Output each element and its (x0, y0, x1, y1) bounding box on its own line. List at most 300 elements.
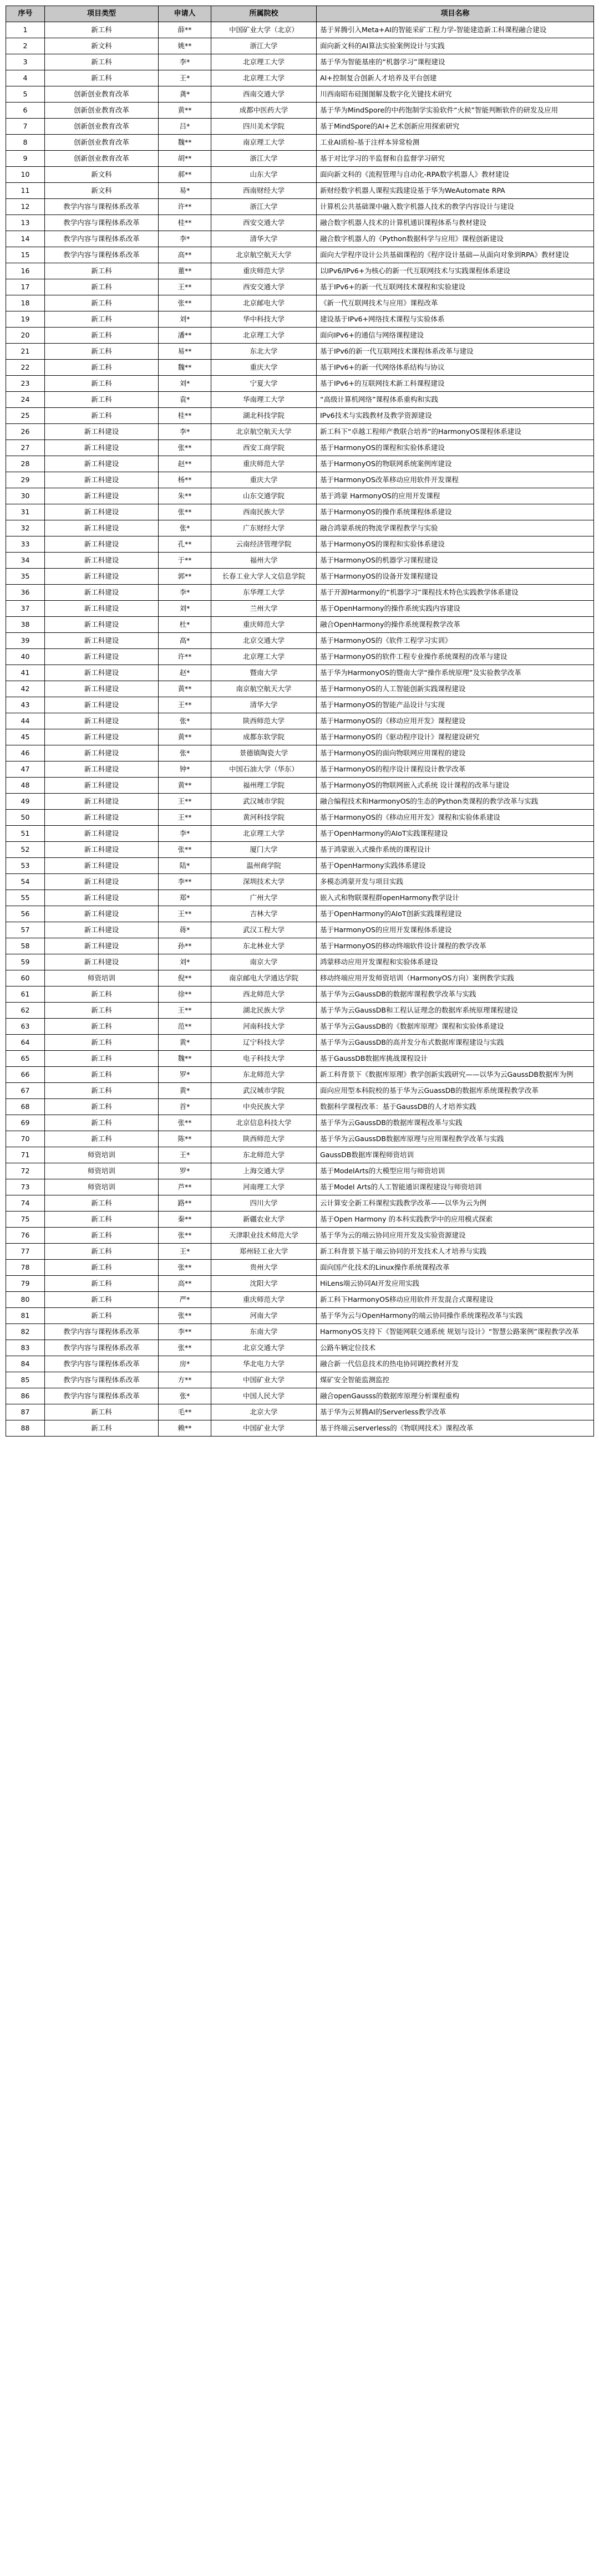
header-applicant: 申请人 (159, 6, 211, 22)
table-row (6, 22, 594, 38)
applicant-cell: 王** (159, 697, 211, 713)
serial-number-cell: 49 (6, 794, 45, 810)
applicant-cell: 桂** (159, 215, 211, 231)
table-row (6, 569, 594, 585)
institution-cell: 山东交通学院 (211, 488, 317, 504)
applicant-cell: 张** (159, 295, 211, 311)
project-type-cell: 新工科建设 (45, 601, 159, 617)
institution-cell: 四川美术学院 (211, 119, 317, 135)
serial-number-cell: 87 (6, 1404, 45, 1420)
table-row (6, 681, 594, 697)
project-name-cell: 煤矿安全智能监测监控 (317, 1372, 594, 1388)
table-row (6, 344, 594, 360)
project-type-cell: 新工科 (45, 376, 159, 392)
table-row (6, 1179, 594, 1195)
project-type-cell: 新工科 (45, 328, 159, 344)
table-row (6, 456, 594, 472)
serial-number-cell: 21 (6, 344, 45, 360)
institution-cell: 重庆师范大学 (211, 617, 317, 633)
applicant-cell: 郝** (159, 167, 211, 183)
project-name-cell: 基于HarmonyOS的物联网嵌入式系统 设计课程的改革与建设 (317, 778, 594, 794)
institution-cell: 东南大学 (211, 1324, 317, 1340)
project-type-cell: 师资培训 (45, 1179, 159, 1195)
table-row (6, 810, 594, 826)
institution-cell: 云南经济管理学院 (211, 536, 317, 553)
table-row (6, 890, 594, 906)
table-row (6, 360, 594, 376)
applicant-cell: 黄** (159, 729, 211, 745)
table-row (6, 1003, 594, 1019)
project-name-cell: 移动终端应用开发师资培训（HarmonyOS方向）案例教学实践 (317, 970, 594, 987)
project-name-cell: 基于HarmonyOS的《移动应用开发》课程和实验体系建设 (317, 810, 594, 826)
project-type-cell: 新工科建设 (45, 665, 159, 681)
table-row (6, 135, 594, 151)
institution-cell: 厦门大学 (211, 842, 317, 858)
project-name-cell: 基于华为云GaussDB的高并发分布式数据库课程建设与实践 (317, 1035, 594, 1051)
serial-number-cell: 14 (6, 231, 45, 247)
table-row (6, 1292, 594, 1308)
institution-cell: 清华大学 (211, 697, 317, 713)
applicant-cell: 李* (159, 424, 211, 440)
applicant-cell: 李* (159, 231, 211, 247)
institution-cell: 北京信息科技大学 (211, 1115, 317, 1131)
institution-cell: 西安交通大学 (211, 215, 317, 231)
serial-number-cell: 41 (6, 665, 45, 681)
serial-number-cell: 65 (6, 1051, 45, 1067)
applicant-cell: 李** (159, 874, 211, 890)
serial-number-cell: 73 (6, 1179, 45, 1195)
project-type-cell: 师资培训 (45, 970, 159, 987)
project-name-cell: 基于HarmonyOS的机器学习课程建设 (317, 553, 594, 569)
project-type-cell: 新工科建设 (45, 906, 159, 922)
project-type-cell: 教学内容与课程体系改革 (45, 247, 159, 263)
serial-number-cell: 44 (6, 713, 45, 729)
project-name-cell: 基于华为云GaussDB的数据库课程改革与实践 (317, 1115, 594, 1131)
table-row (6, 1083, 594, 1099)
institution-cell: 东华理工大学 (211, 585, 317, 601)
institution-cell: 东北大学 (211, 344, 317, 360)
institution-cell: 东北师范大学 (211, 1147, 317, 1163)
project-type-cell: 新工科 (45, 1195, 159, 1212)
applicant-cell: 张* (159, 520, 211, 536)
project-type-cell: 新工科建设 (45, 488, 159, 504)
project-name-cell: 融合openGausss的数据库原理分析课程重构 (317, 1388, 594, 1404)
project-name-cell: 融合鸿蒙系统的物流学课程教学与实验 (317, 520, 594, 536)
table-row (6, 263, 594, 279)
serial-number-cell: 78 (6, 1260, 45, 1276)
project-name-cell: 基于华为云与OpenHarmony的端云协同操作系统课程改革与实践 (317, 1308, 594, 1324)
serial-number-cell: 9 (6, 151, 45, 167)
institution-cell: 中国矿业大学 (211, 1420, 317, 1437)
institution-cell: 西安交通大学 (211, 279, 317, 295)
applicant-cell: 黄* (159, 1083, 211, 1099)
table-row (6, 649, 594, 665)
project-name-cell: AI+控制复合创新人才培养及平台创建 (317, 70, 594, 86)
project-type-cell: 新工科建设 (45, 842, 159, 858)
project-name-cell: 基于Model Arts的人工智能通识课程建设与师资培训 (317, 1179, 594, 1195)
table-row (6, 167, 594, 183)
project-type-cell: 教学内容与课程体系改革 (45, 1340, 159, 1356)
applicant-cell: 薛** (159, 22, 211, 38)
institution-cell: 成都中医药大学 (211, 103, 317, 119)
serial-number-cell: 1 (6, 22, 45, 38)
institution-cell: 北京航空航天大学 (211, 424, 317, 440)
project-name-cell: 基于HarmonyOS改革移动应用软件开发课程 (317, 472, 594, 488)
serial-number-cell: 82 (6, 1324, 45, 1340)
table-row (6, 1115, 594, 1131)
project-type-cell: 新工科建设 (45, 536, 159, 553)
project-name-cell: 融合新一代信息技术的热电协同调控教材开发 (317, 1356, 594, 1372)
project-type-cell: 新工科 (45, 279, 159, 295)
project-type-cell: 新工科 (45, 1228, 159, 1244)
applicant-cell: 李* (159, 826, 211, 842)
project-name-cell: 基于华为云昇腾AI的Serverless教学改革 (317, 1404, 594, 1420)
institution-cell: 东北师范大学 (211, 1067, 317, 1083)
table-row (6, 408, 594, 424)
project-type-cell: 新工科建设 (45, 440, 159, 456)
project-name-cell: 基于IPv6+的互联网技术新工科课程建设 (317, 376, 594, 392)
project-type-cell: 新文科 (45, 183, 159, 199)
project-name-cell: HarmonyOS支持下《智能网联交通系统 规划与设计》“智慧公路案例”课程教学改革 (317, 1324, 594, 1340)
applicant-cell: 毛** (159, 1404, 211, 1420)
project-type-cell: 新工科 (45, 1115, 159, 1131)
serial-number-cell: 6 (6, 103, 45, 119)
project-name-cell: 基于HarmonyOS的软件工程专业操作系统课程的改革与建设 (317, 649, 594, 665)
table-row (6, 392, 594, 408)
serial-number-cell: 48 (6, 778, 45, 794)
project-name-cell: 融合编程技术和HarmonyOS的生态的Python类课程的教学改革与实践 (317, 794, 594, 810)
project-type-cell: 新工科 (45, 1308, 159, 1324)
table-row (6, 1372, 594, 1388)
project-name-cell: 基于终端云serverless的《物联网技术》课程改革 (317, 1420, 594, 1437)
serial-number-cell: 81 (6, 1308, 45, 1324)
project-name-cell: 云计算安全新工科课程实践教学改革——以华为云为例 (317, 1195, 594, 1212)
project-name-cell: 基于HarmonyOS的智能产品设计与实现 (317, 697, 594, 713)
project-name-cell: 基于Open Harmony 的本科实践教学中的应用模式探索 (317, 1212, 594, 1228)
project-name-cell: 基于HarmonyOS的程序设计课程设计教学改革 (317, 761, 594, 778)
serial-number-cell: 18 (6, 295, 45, 311)
institution-cell: 河南大学 (211, 1308, 317, 1324)
project-name-cell: 基于昇腾引入Meta+AI的智能采矿工程力学-智能建造新工科课程融合建设 (317, 22, 594, 38)
project-type-cell: 新工科建设 (45, 954, 159, 970)
serial-number-cell: 46 (6, 745, 45, 761)
project-type-cell: 创新创业教育改革 (45, 103, 159, 119)
serial-number-cell: 30 (6, 488, 45, 504)
table-row (6, 1308, 594, 1324)
project-type-cell: 新工科 (45, 344, 159, 360)
institution-cell: 西南民族大学 (211, 504, 317, 520)
project-type-cell: 新工科建设 (45, 729, 159, 745)
applicant-cell: 龚* (159, 86, 211, 103)
institution-cell: 中国石油大学（华东） (211, 761, 317, 778)
institution-cell: 暨南大学 (211, 665, 317, 681)
serial-number-cell: 74 (6, 1195, 45, 1212)
project-name-cell: 基于HarmonyOS的课程和实验体系建设 (317, 440, 594, 456)
table-row (6, 103, 594, 119)
applicant-cell: 倪** (159, 970, 211, 987)
applicant-cell: 刘* (159, 954, 211, 970)
table-row (6, 729, 594, 745)
table-row (6, 633, 594, 649)
project-name-cell: 基于GaussDB数据库挑战课程设计 (317, 1051, 594, 1067)
project-name-cell: 新工科下“卓越工程师产教联合培养”的HarmonyOS课程体系建设 (317, 424, 594, 440)
project-type-cell: 新工科建设 (45, 472, 159, 488)
serial-number-cell: 69 (6, 1115, 45, 1131)
serial-number-cell: 40 (6, 649, 45, 665)
institution-cell: 北京大学 (211, 1404, 317, 1420)
project-type-cell: 新工科建设 (45, 938, 159, 954)
applicant-cell: 钟* (159, 761, 211, 778)
table-row (6, 1340, 594, 1356)
serial-number-cell: 45 (6, 729, 45, 745)
project-type-cell: 新工科 (45, 1067, 159, 1083)
project-name-cell: 面向应用型本科院校的基于华为云GuassDB的数据库系统课程教学改革 (317, 1083, 594, 1099)
project-name-cell: 基于HarmonyOS的《驱动程序设计》课程建设研究 (317, 729, 594, 745)
serial-number-cell: 15 (6, 247, 45, 263)
institution-cell: 浙江大学 (211, 38, 317, 54)
serial-number-cell: 61 (6, 987, 45, 1003)
institution-cell: 武汉城市学院 (211, 794, 317, 810)
institution-cell: 郑州轻工业大学 (211, 1244, 317, 1260)
applicant-cell: 张** (159, 1260, 211, 1276)
serial-number-cell: 75 (6, 1212, 45, 1228)
project-name-cell: 基于MindSpore的AI+艺术创新应用探索研究 (317, 119, 594, 135)
table-row (6, 617, 594, 633)
project-type-cell: 新工科建设 (45, 810, 159, 826)
applicant-cell: 房* (159, 1356, 211, 1372)
project-name-cell: 计算机公共基础课中融入数字机器人技术的教学内容设计与建设 (317, 199, 594, 215)
institution-cell: 天津职业技术师范大学 (211, 1228, 317, 1244)
project-type-cell: 新工科建设 (45, 826, 159, 842)
table-row (6, 1260, 594, 1276)
table-row (6, 151, 594, 167)
table-row (6, 1212, 594, 1228)
serial-number-cell: 39 (6, 633, 45, 649)
project-name-cell: 融合数字机器人的《Python数据科学与应用》课程创新建设 (317, 231, 594, 247)
project-type-cell: 新工科建设 (45, 778, 159, 794)
serial-number-cell: 88 (6, 1420, 45, 1437)
table-row (6, 938, 594, 954)
project-type-cell: 新工科建设 (45, 617, 159, 633)
institution-cell: 宁夏大学 (211, 376, 317, 392)
project-name-cell: 《新一代互联网技术与应用》课程改革 (317, 295, 594, 311)
serial-number-cell: 7 (6, 119, 45, 135)
applicant-cell: 范** (159, 1019, 211, 1035)
institution-cell: 重庆师范大学 (211, 456, 317, 472)
project-name-cell: 基于对比学习的半监督和自监督学习研究 (317, 151, 594, 167)
project-type-cell: 教学内容与课程体系改革 (45, 231, 159, 247)
institution-cell: 电子科技大学 (211, 1051, 317, 1067)
project-name-cell: 面向大学程序设计公共基础课程的《程序设计基础—从面向对象到RPA》教材建设 (317, 247, 594, 263)
institution-cell: 西北师范大学 (211, 987, 317, 1003)
serial-number-cell: 70 (6, 1131, 45, 1147)
serial-number-cell: 12 (6, 199, 45, 215)
institution-cell: 华北电力大学 (211, 1356, 317, 1372)
project-name-cell: 基于HarmonyOS的面向物联网应用课程的建设 (317, 745, 594, 761)
serial-number-cell: 37 (6, 601, 45, 617)
applicant-cell: 张** (159, 1340, 211, 1356)
serial-number-cell: 83 (6, 1340, 45, 1356)
applicant-cell: 许** (159, 649, 211, 665)
institution-cell: 南京理工大学 (211, 135, 317, 151)
serial-number-cell: 52 (6, 842, 45, 858)
applicant-cell: 王** (159, 794, 211, 810)
institution-cell: 沈阳大学 (211, 1276, 317, 1292)
institution-cell: 中央民族大学 (211, 1099, 317, 1115)
project-name-cell: 基于HarmonyOS的《移动应用开发》课程建设 (317, 713, 594, 729)
table-row (6, 697, 594, 713)
project-type-cell: 新工科建设 (45, 649, 159, 665)
applicant-cell: 张** (159, 1308, 211, 1324)
table-row (6, 119, 594, 135)
project-name-cell: 基于IPv6+的新一代互联网技术课程和实验建设 (317, 279, 594, 295)
table-row (6, 183, 594, 199)
serial-number-cell: 8 (6, 135, 45, 151)
applicant-cell: 桂** (159, 408, 211, 424)
serial-number-cell: 20 (6, 328, 45, 344)
institution-cell: 湖北民族大学 (211, 1003, 317, 1019)
serial-number-cell: 42 (6, 681, 45, 697)
project-name-cell: 建设基于IPv6+网络技术课程与实验体系 (317, 311, 594, 328)
project-name-cell: 川西南昭布硅图图解及数字化关键技术研究 (317, 86, 594, 103)
applicant-cell: 秦** (159, 1212, 211, 1228)
institution-cell: 广州大学 (211, 890, 317, 906)
institution-cell: 兰州大学 (211, 601, 317, 617)
institution-cell: 上海交通大学 (211, 1163, 317, 1179)
project-type-cell: 新工科 (45, 70, 159, 86)
project-name-cell: 基于HarmonyOS的《软件工程学习实训》 (317, 633, 594, 649)
institution-cell: 长春工业大学人文信息学院 (211, 569, 317, 585)
serial-number-cell: 25 (6, 408, 45, 424)
applicant-cell: 王** (159, 279, 211, 295)
applicant-cell: 易** (159, 344, 211, 360)
project-name-cell: 融合OpenHarmony的操作系统课程教学改革 (317, 617, 594, 633)
serial-number-cell: 67 (6, 1083, 45, 1099)
serial-number-cell: 36 (6, 585, 45, 601)
table-row (6, 215, 594, 231)
project-name-cell: 新工科下HarmonyOS移动应用软件开发混合式课程建设 (317, 1292, 594, 1308)
applicant-cell: 郭** (159, 569, 211, 585)
serial-number-cell: 51 (6, 826, 45, 842)
serial-number-cell: 84 (6, 1356, 45, 1372)
project-name-cell: 面向新文科的AI算法实验案例设计与实践 (317, 38, 594, 54)
table-row (6, 328, 594, 344)
project-name-cell: 面向新文科的《流程管理与自动化-RPA数字机器人》教材建设 (317, 167, 594, 183)
serial-number-cell: 85 (6, 1372, 45, 1388)
project-name-cell: 基于OpenHarmony的操作系统实践内容建设 (317, 601, 594, 617)
applicant-cell: 魏** (159, 360, 211, 376)
applicant-cell: 黄* (159, 1035, 211, 1051)
applicant-cell: 张* (159, 745, 211, 761)
serial-number-cell: 79 (6, 1276, 45, 1292)
project-type-cell: 新工科建设 (45, 922, 159, 938)
serial-number-cell: 64 (6, 1035, 45, 1051)
applicant-cell: 徐** (159, 987, 211, 1003)
institution-cell: 中国矿业大学（北京） (211, 22, 317, 38)
serial-number-cell: 54 (6, 874, 45, 890)
applicant-cell: 李* (159, 54, 211, 70)
serial-number-cell: 17 (6, 279, 45, 295)
applicant-cell: 吕* (159, 119, 211, 135)
applicant-cell: 于** (159, 553, 211, 569)
project-type-cell: 教学内容与课程体系改革 (45, 1388, 159, 1404)
institution-cell: 重庆大学 (211, 360, 317, 376)
project-type-cell: 新工科建设 (45, 681, 159, 697)
serial-number-cell: 4 (6, 70, 45, 86)
serial-number-cell: 34 (6, 553, 45, 569)
table-row (6, 906, 594, 922)
project-type-cell: 新工科 (45, 987, 159, 1003)
project-type-cell: 新工科建设 (45, 424, 159, 440)
applicant-cell: 王* (159, 70, 211, 86)
institution-cell: 清华大学 (211, 231, 317, 247)
project-type-cell: 教学内容与课程体系改革 (45, 199, 159, 215)
table-row (6, 553, 594, 569)
project-name-cell: 基于鸿蒙 HarmonyOS的应用开发课程 (317, 488, 594, 504)
project-name-cell: HiLens端云协同AI开发应用实践 (317, 1276, 594, 1292)
applicant-cell: 黄** (159, 103, 211, 119)
applicant-cell: 董** (159, 263, 211, 279)
serial-number-cell: 62 (6, 1003, 45, 1019)
serial-number-cell: 50 (6, 810, 45, 826)
applicant-cell: 王* (159, 1244, 211, 1260)
serial-number-cell: 23 (6, 376, 45, 392)
applicant-cell: 王** (159, 810, 211, 826)
table-row (6, 987, 594, 1003)
table-row (6, 54, 594, 70)
table-row (6, 199, 594, 215)
applicant-cell: 罗* (159, 1163, 211, 1179)
serial-number-cell: 66 (6, 1067, 45, 1083)
project-type-cell: 新工科 (45, 1404, 159, 1420)
applicant-cell: 刘* (159, 376, 211, 392)
table-row (6, 38, 594, 54)
applicant-cell: 王** (159, 1003, 211, 1019)
institution-cell: 黄河科技学院 (211, 810, 317, 826)
applicant-cell: 黄** (159, 778, 211, 794)
project-name-cell: 基于IPv6的新一代互联网技术课程体系改革与建设 (317, 344, 594, 360)
institution-cell: 中国矿业大学 (211, 1372, 317, 1388)
institution-cell: 河南理工大学 (211, 1179, 317, 1195)
applicant-cell: 张* (159, 1388, 211, 1404)
applicant-cell: 易* (159, 183, 211, 199)
serial-number-cell: 28 (6, 456, 45, 472)
table-row (6, 1356, 594, 1372)
project-type-cell: 新工科 (45, 1131, 159, 1147)
serial-number-cell: 71 (6, 1147, 45, 1163)
table-row (6, 1420, 594, 1437)
table-row (6, 922, 594, 938)
table-row (6, 1228, 594, 1244)
serial-number-cell: 58 (6, 938, 45, 954)
project-name-cell: 嵌入式和物联课程群openHarmony教学设计 (317, 890, 594, 906)
table-row (6, 295, 594, 311)
institution-cell: 武汉城市学院 (211, 1083, 317, 1099)
project-name-cell: 基于华为智能基座的“机器学习”课程建设 (317, 54, 594, 70)
table-row (6, 1131, 594, 1147)
serial-number-cell: 16 (6, 263, 45, 279)
project-type-cell: 创新创业教育改革 (45, 135, 159, 151)
project-name-cell: 基于HarmonyOS的课程和实验体系建设 (317, 536, 594, 553)
institution-cell: 北京邮电大学 (211, 295, 317, 311)
institution-cell: 温州商学院 (211, 858, 317, 874)
table-row (6, 1195, 594, 1212)
project-type-cell: 师资培训 (45, 1147, 159, 1163)
institution-cell: 深圳技术大学 (211, 874, 317, 890)
table-row (6, 488, 594, 504)
serial-number-cell: 35 (6, 569, 45, 585)
project-name-cell: 基于HarmonyOS的设备开发课程建设 (317, 569, 594, 585)
